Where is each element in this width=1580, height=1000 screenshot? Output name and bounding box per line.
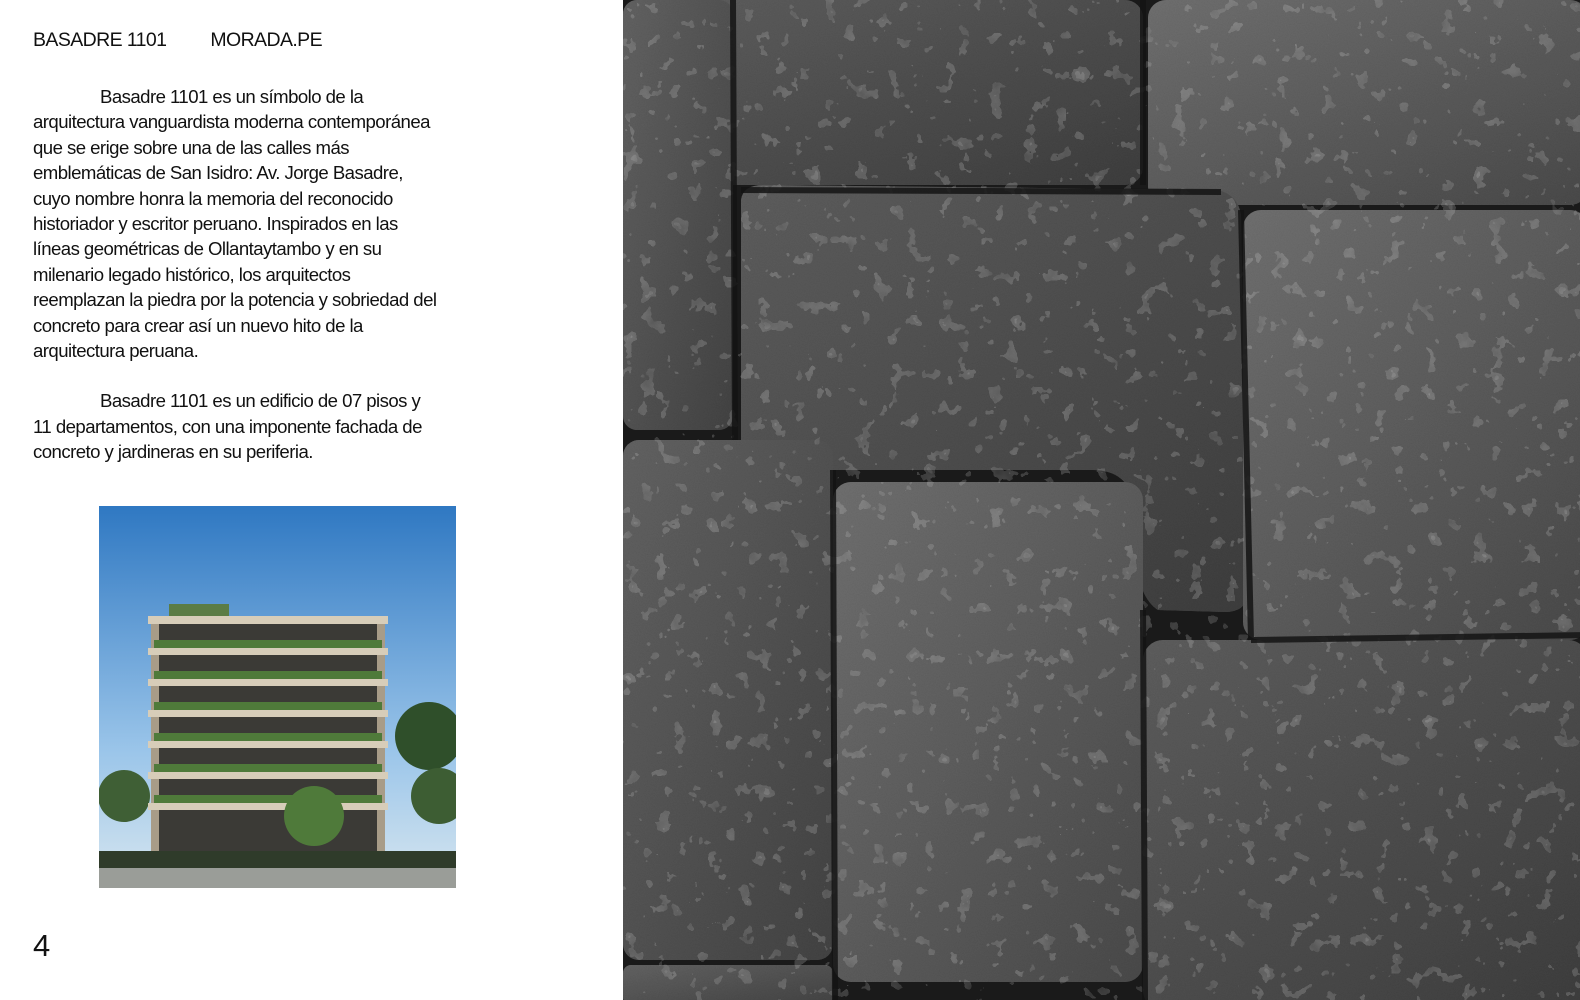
project-name: BASADRE 1101 — [33, 29, 167, 51]
building-photo — [99, 506, 456, 888]
paragraph-2: Basadre 1101 es un edificio de 07 pisos y 11 departamentos, con una imponente fachada de concreto y jardineras en su periferia. — [33, 390, 422, 463]
left-page — [0, 0, 623, 1000]
stone-wall-photo — [623, 0, 1580, 1000]
paragraph-1: Basadre 1101 es un símbolo de la arquitectura vanguardista moderna contemporánea que se erige sobre una de las calles más emblemáticas de San Isidro: Av. Jorge Basadre, cuyo nombre honra la memoria del reconocido historiador y escritor peruano. Inspirados en las líneas geométricas de Ollantaytambo y en su milenario legado histórico, los arquitectos reemplazan la piedra por la potencia y sobriedad del concreto para crear así un nuevo hito de la arquitectura peruana. — [33, 86, 437, 362]
running-header — [33, 29, 322, 52]
website-link[interactable]: MORADA.PE — [210, 29, 322, 51]
page-number: 4 — [33, 928, 51, 963]
body-text — [33, 84, 441, 490]
